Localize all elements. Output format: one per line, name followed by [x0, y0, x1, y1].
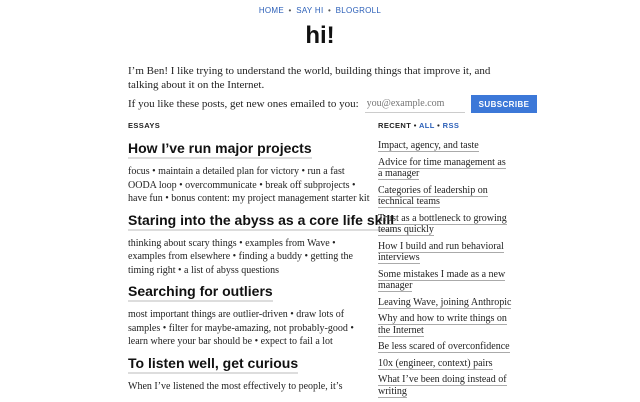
all-posts-link[interactable]: ALL [418, 121, 435, 130]
top-nav [0, 6, 640, 15]
recent-post-link[interactable]: What I’ve been doing instead of writing [378, 374, 507, 397]
nav-blogroll[interactable]: BLOGROLL [335, 6, 382, 15]
essay-item [128, 211, 395, 278]
essay-item [128, 283, 370, 349]
list-item [378, 269, 512, 292]
recent-post-link[interactable]: Trust as a bottleneck to growing teams quickly [378, 212, 507, 235]
intro-text: I’m Ben! I like trying to understand the world, building things that improve it, and talking about it on the Internet. [128, 65, 491, 91]
recent-post-link[interactable]: Categories of leadership on technical teams [378, 184, 488, 207]
recent-section [378, 121, 512, 402]
list-item [378, 213, 512, 236]
nav-separator: • [328, 6, 332, 15]
nav-home[interactable]: HOME [258, 6, 285, 15]
email-input[interactable] [365, 96, 465, 113]
recent-post-link[interactable]: How I build and run behavioral interviews [378, 240, 504, 263]
essay-title-link[interactable]: Searching for outliers [128, 283, 273, 302]
list-item [378, 341, 512, 353]
recent-post-link[interactable]: Why and how to write things on the Internet [378, 313, 507, 336]
recent-heading [378, 121, 512, 130]
list-item [378, 374, 512, 397]
recent-posts-list [378, 140, 512, 397]
recent-post-link[interactable]: Be less scared of overconfidence [378, 341, 510, 352]
essay-title-link[interactable]: To listen well, get curious [128, 355, 298, 374]
list-item [378, 358, 512, 370]
page-title: hi! [305, 22, 335, 49]
recent-post-link[interactable]: Impact, agency, and taste [378, 140, 479, 151]
recent-separator: • [437, 121, 441, 130]
essay-summary: focus • maintain a detailed plan for victory • run a fast OODA loop • overcommunicate • break off subprojects • have fun • bonus content: my project management starter kit [128, 166, 370, 204]
essays-heading: ESSAYS [128, 121, 161, 130]
essay-item [128, 140, 370, 206]
essay-title-link[interactable]: Staring into the abyss as a core life skill [128, 212, 394, 231]
list-item [378, 185, 512, 208]
list-item [378, 241, 512, 264]
essay-title-link[interactable]: How I’ve run major projects [128, 140, 312, 159]
recent-post-link[interactable]: Some mistakes I made as a new manager [378, 268, 506, 291]
rss-link[interactable]: RSS [442, 121, 460, 130]
recent-label: RECENT [378, 121, 412, 130]
email-signup [128, 95, 528, 113]
subscribe-button[interactable]: SUBSCRIBE [471, 95, 538, 113]
essay-summary: When I’ve listened the most effectively to people, it’s [128, 380, 343, 392]
signup-label: If you like these posts, get new ones emailed to you: [128, 98, 359, 110]
recent-separator: • [413, 121, 417, 130]
essay-item [128, 355, 370, 394]
nav-say-hi[interactable]: SAY HI [296, 6, 324, 15]
nav-separator: • [288, 6, 292, 15]
recent-post-link[interactable]: Leaving Wave, joining Anthropic [378, 296, 512, 308]
essay-summary: most important things are outlier-driven • draw lots of samples • filter for maybe-amazing, not probably-good • learn where your bar should be • expect to fail a lot [128, 309, 354, 347]
list-item [378, 140, 512, 152]
essay-summary: thinking about scary things • examples from Wave • examples from elsewhere • finding a buddy • getting the timing right • a list of abyss questions [128, 237, 353, 276]
recent-post-link[interactable]: 10x (engineer, context) pairs [378, 357, 493, 369]
list-item [378, 157, 512, 180]
list-item [378, 313, 512, 336]
list-item [378, 297, 512, 309]
recent-post-link[interactable]: Advice for time management as a manager [378, 156, 506, 179]
